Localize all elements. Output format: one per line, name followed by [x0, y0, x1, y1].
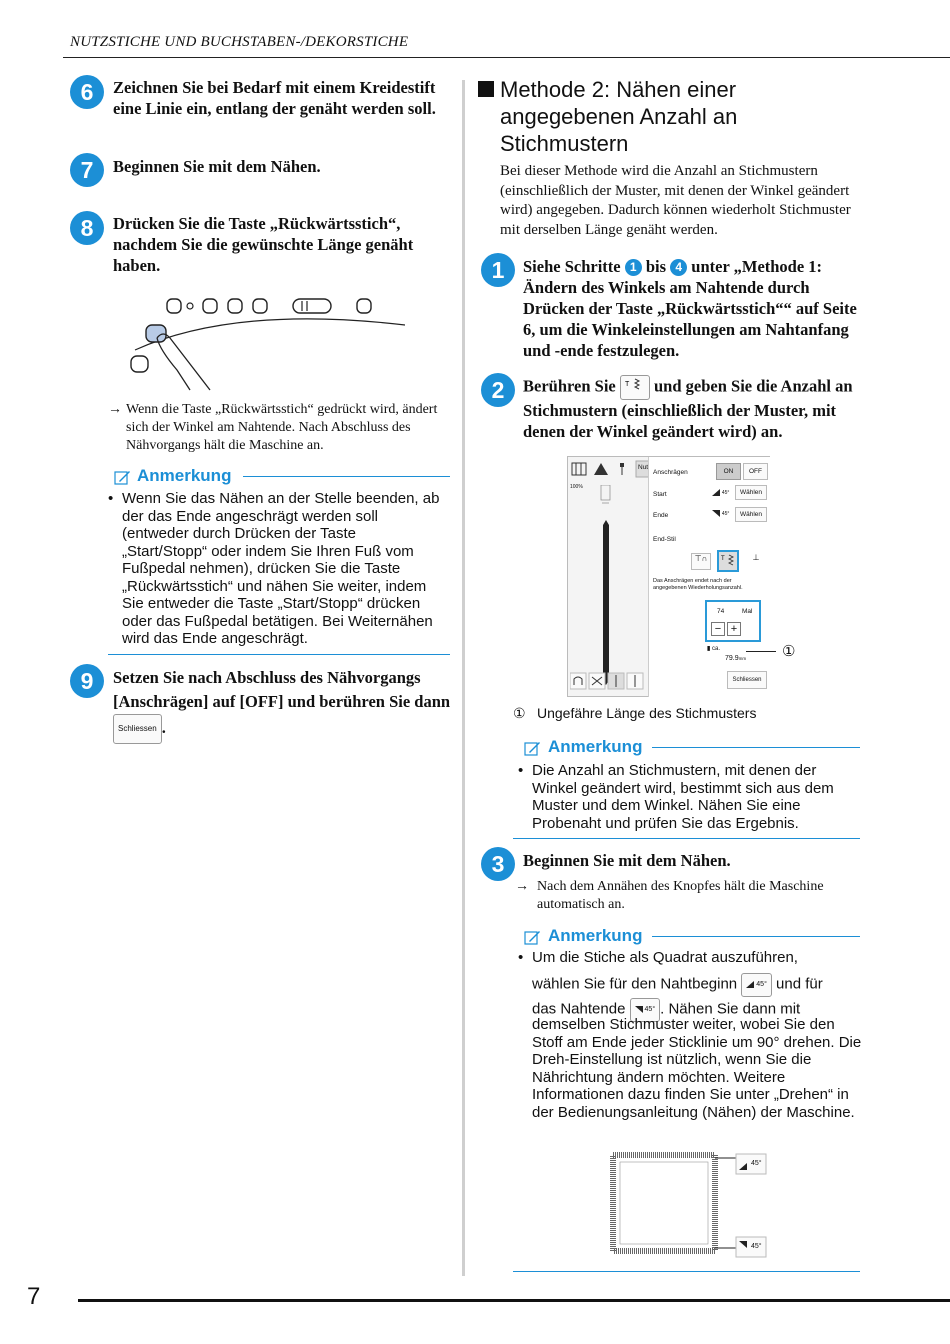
- note-header-rule: [243, 476, 450, 477]
- end-style-sensor-icon[interactable]: ⊥: [752, 553, 760, 562]
- step-r2-number: 2: [481, 373, 515, 407]
- note2-bottom-rule: [513, 1271, 860, 1272]
- note-bullet: •: [108, 490, 114, 507]
- step-ref-1: 1: [625, 259, 642, 276]
- note2-title: Anmerkung: [548, 926, 643, 945]
- note2-bullet: •: [518, 949, 524, 966]
- count-value: 74: [717, 608, 725, 615]
- note2-body: demselben Stichmuster weiter, wobei Sie den Stoff am Ende jeder Sticklinie um 90° drehen. Die Dreh-Einstellung ist nützlich, wenn Sie die Nährichtung ändern möchten. Weitere Informationen dazu finden Sie unter „Drehen“ in der Bedienungsanleitung (Nähen) der Maschine.: [532, 1016, 862, 1121]
- step-9-number: 9: [70, 664, 104, 698]
- note1-header-rule: [652, 747, 860, 748]
- note-pencil-icon: [114, 470, 131, 485]
- note-pencil-icon: [524, 930, 541, 945]
- note-bottom-rule: [108, 654, 450, 655]
- step-r2-text-a: Berühren Sie: [523, 376, 616, 396]
- close-button-inline: Schliessen: [113, 714, 162, 744]
- approx-length: ▮ ca.: [707, 646, 720, 652]
- step-r1-text-c: unter „Methode 1: Ändern des Winkels am Nahtende durch Drücken der Taste „Rückwärtsstich““ auf Seite 6, um die Winkeleinstellungen am Nahtanfang und -ende festzulegen.: [523, 257, 857, 360]
- step-r1-text-a: Siehe Schritte: [523, 257, 621, 276]
- header-rule: [63, 57, 950, 58]
- section-title-line-2: angegebenen Anzahl an: [500, 104, 738, 129]
- on-button[interactable]: ON: [716, 463, 741, 480]
- step-6-number: 6: [70, 75, 104, 109]
- note-title: Anmerkung: [137, 466, 232, 485]
- step-r2-text: [523, 375, 863, 442]
- anschraegen-label: Anschrägen: [653, 469, 688, 476]
- note1-body: Die Anzahl an Stichmustern, mit denen der Winkel geändert wird, bestimmt sich aus dem Muster und dem Winkel. Nähen Sie eine Probenaht und prüfen Sie das Ergebnis.: [532, 762, 834, 832]
- callout-text: Ungefähre Länge des Stichmusters: [537, 705, 757, 721]
- end-angle: [712, 510, 729, 517]
- count-unit: Mal: [742, 608, 753, 615]
- note2-line2-b: und für: [776, 975, 823, 993]
- screen-tab[interactable]: Nut: [638, 464, 649, 471]
- callout-marker-screen: ①: [782, 643, 796, 660]
- anschraegen-panel: [648, 457, 770, 697]
- section-intro: Bei dieser Methode wird die Anzahl an Stichmustern (einschließlich der Muster, mit denen der Winkel geändert wird) angegeben. Dadurch können wiederholt Stichmuster mit derselben Länge genäht werden.: [500, 163, 851, 238]
- screen-zoom: 100%: [570, 484, 583, 490]
- step-8-result: Wenn die Taste „Rückwärtsstich“ gedrückt wird, ändert sich der Winkel am Nahtende. Nach Abschluss des Nähvorgangs hält die Maschine an.: [126, 402, 438, 453]
- page-number: 7: [27, 1283, 41, 1310]
- bottom-toolbar: [570, 671, 646, 691]
- svg-text:T: T: [624, 381, 630, 388]
- step-9-text-main: Setzen Sie nach Abschluss des Nähvorgangs [Anschrägen] auf [OFF] und berühren Sie dann: [113, 668, 451, 711]
- length-unit: mm: [738, 656, 747, 661]
- note-body: Wenn Sie das Nähen an der Stelle beenden, ab der das Ende angeschrägt werden soll (entweder durch Drücken der Taste „Start/Stopp“ oder indem Sie Ihren Fuß vom Fußpedal nehmen), drücken Sie die Taste „Rückwärtsstich“ und nähen Sie weiter, indem Sie entweder die Taste „Start/Stopp“ drücken oder das Fußpedal betätigen. Bei Weiternähen wird das Ende angeschrägt.: [122, 490, 440, 647]
- column-divider: [462, 80, 465, 1276]
- section-title: [500, 76, 737, 157]
- note2-line2-a: wählen Sie für den Nahtbeginn: [532, 975, 738, 993]
- callout-leader: [746, 651, 776, 652]
- note2-line3-a: das Nahtende: [532, 1000, 626, 1018]
- step-8-number: 8: [70, 211, 104, 245]
- note2-line1: Um die Stiche als Quadrat auszuführen,: [532, 949, 798, 966]
- end-select-button[interactable]: Wählen: [735, 507, 767, 522]
- start-angle-inline-value: 45°: [756, 981, 767, 988]
- end-angle-value: 45°: [721, 511, 730, 518]
- callout-marker: ①: [513, 705, 526, 721]
- step-r3-number: 3: [481, 847, 515, 881]
- length-value: 79.9: [725, 655, 739, 662]
- stitch-preview: [593, 485, 623, 690]
- running-header: NUTZSTICHE UND BUCHSTABEN-/DEKORSTICHE: [70, 34, 409, 50]
- count-plus-button[interactable]: +: [727, 622, 741, 636]
- step-r1-text-b: bis: [645, 257, 667, 276]
- end-angle-inline-value: 45°: [644, 1006, 656, 1013]
- note1-bottom-rule: [513, 838, 860, 839]
- end-style-count-button[interactable]: [717, 550, 739, 572]
- svg-text:T: T: [721, 556, 725, 562]
- step-r1-text: [523, 256, 858, 361]
- machine-screen: [567, 456, 770, 697]
- section-title-line-3: Stichmustern: [500, 131, 629, 156]
- footer-rule: [78, 1299, 950, 1302]
- note-pencil-icon: [524, 741, 541, 756]
- section-title-line-1: Methode 2: Nähen einer: [500, 77, 737, 102]
- result-arrow-r3: →: [515, 879, 529, 894]
- step-ref-4: 4: [670, 259, 687, 276]
- step-9-text: [113, 666, 458, 744]
- start-angle-value: 45°: [721, 490, 730, 497]
- end-label: Ende: [653, 512, 669, 519]
- note2-header-rule: [652, 936, 860, 937]
- step-7-text: Beginnen Sie mit dem Nähen.: [113, 157, 321, 176]
- stitch-count-icon-inline: [620, 375, 650, 400]
- reverse-button-illustration: [115, 290, 405, 398]
- step-r3-text: Beginnen Sie mit dem Nähen.: [523, 851, 731, 870]
- start-angle: [712, 489, 729, 496]
- end-style-label: End-Stil: [653, 536, 676, 543]
- count-panel: [705, 600, 761, 642]
- info-text: Das Anschrägen endet nach der angegebenen Wiederholungsanzahl.: [653, 578, 743, 591]
- start-label: Start: [653, 491, 667, 498]
- note2-line2: [532, 973, 862, 997]
- step-r2-text-b: und geben Sie die Anzahl an Stichmustern (einschließlich der Muster, mit denen der Winkel geändert wird) an.: [523, 376, 853, 441]
- note1-title: Anmerkung: [548, 737, 643, 756]
- start-angle-button-inline: [741, 973, 772, 997]
- square-start-angle-label: 45°: [751, 1160, 762, 1167]
- step-r3-result: Nach dem Annähen des Knopfes hält die Maschine automatisch an.: [537, 879, 824, 912]
- step-r1-number: 1: [481, 253, 515, 287]
- off-button[interactable]: OFF: [743, 463, 768, 480]
- count-minus-button[interactable]: −: [711, 622, 725, 636]
- approx-length-value: [725, 655, 746, 662]
- square-end-angle-label: 45°: [751, 1243, 762, 1250]
- step-9-period: .: [161, 717, 166, 737]
- end-style-reverse-button[interactable]: ⊤∩: [691, 553, 711, 570]
- step-8-text: Drücken Sie die Taste „Rückwärtsstich“, nachdem Sie die gewünschte Länge genäht haben.: [113, 214, 414, 275]
- result-arrow: →: [108, 402, 122, 417]
- step-7-number: 7: [70, 153, 104, 187]
- approx-label: ca.: [711, 646, 720, 652]
- note2-line3-b: . Nähen Sie dann mit: [660, 1000, 801, 1018]
- step-6-text: Zeichnen Sie bei Bedarf mit einem Kreidestift eine Linie ein, entlang der genäht werden soll.: [113, 78, 436, 118]
- start-select-button[interactable]: Wählen: [735, 485, 767, 500]
- note1-bullet: •: [518, 762, 524, 779]
- screen-close-button[interactable]: Schliessen: [727, 671, 767, 689]
- section-bullet-square: [478, 81, 494, 97]
